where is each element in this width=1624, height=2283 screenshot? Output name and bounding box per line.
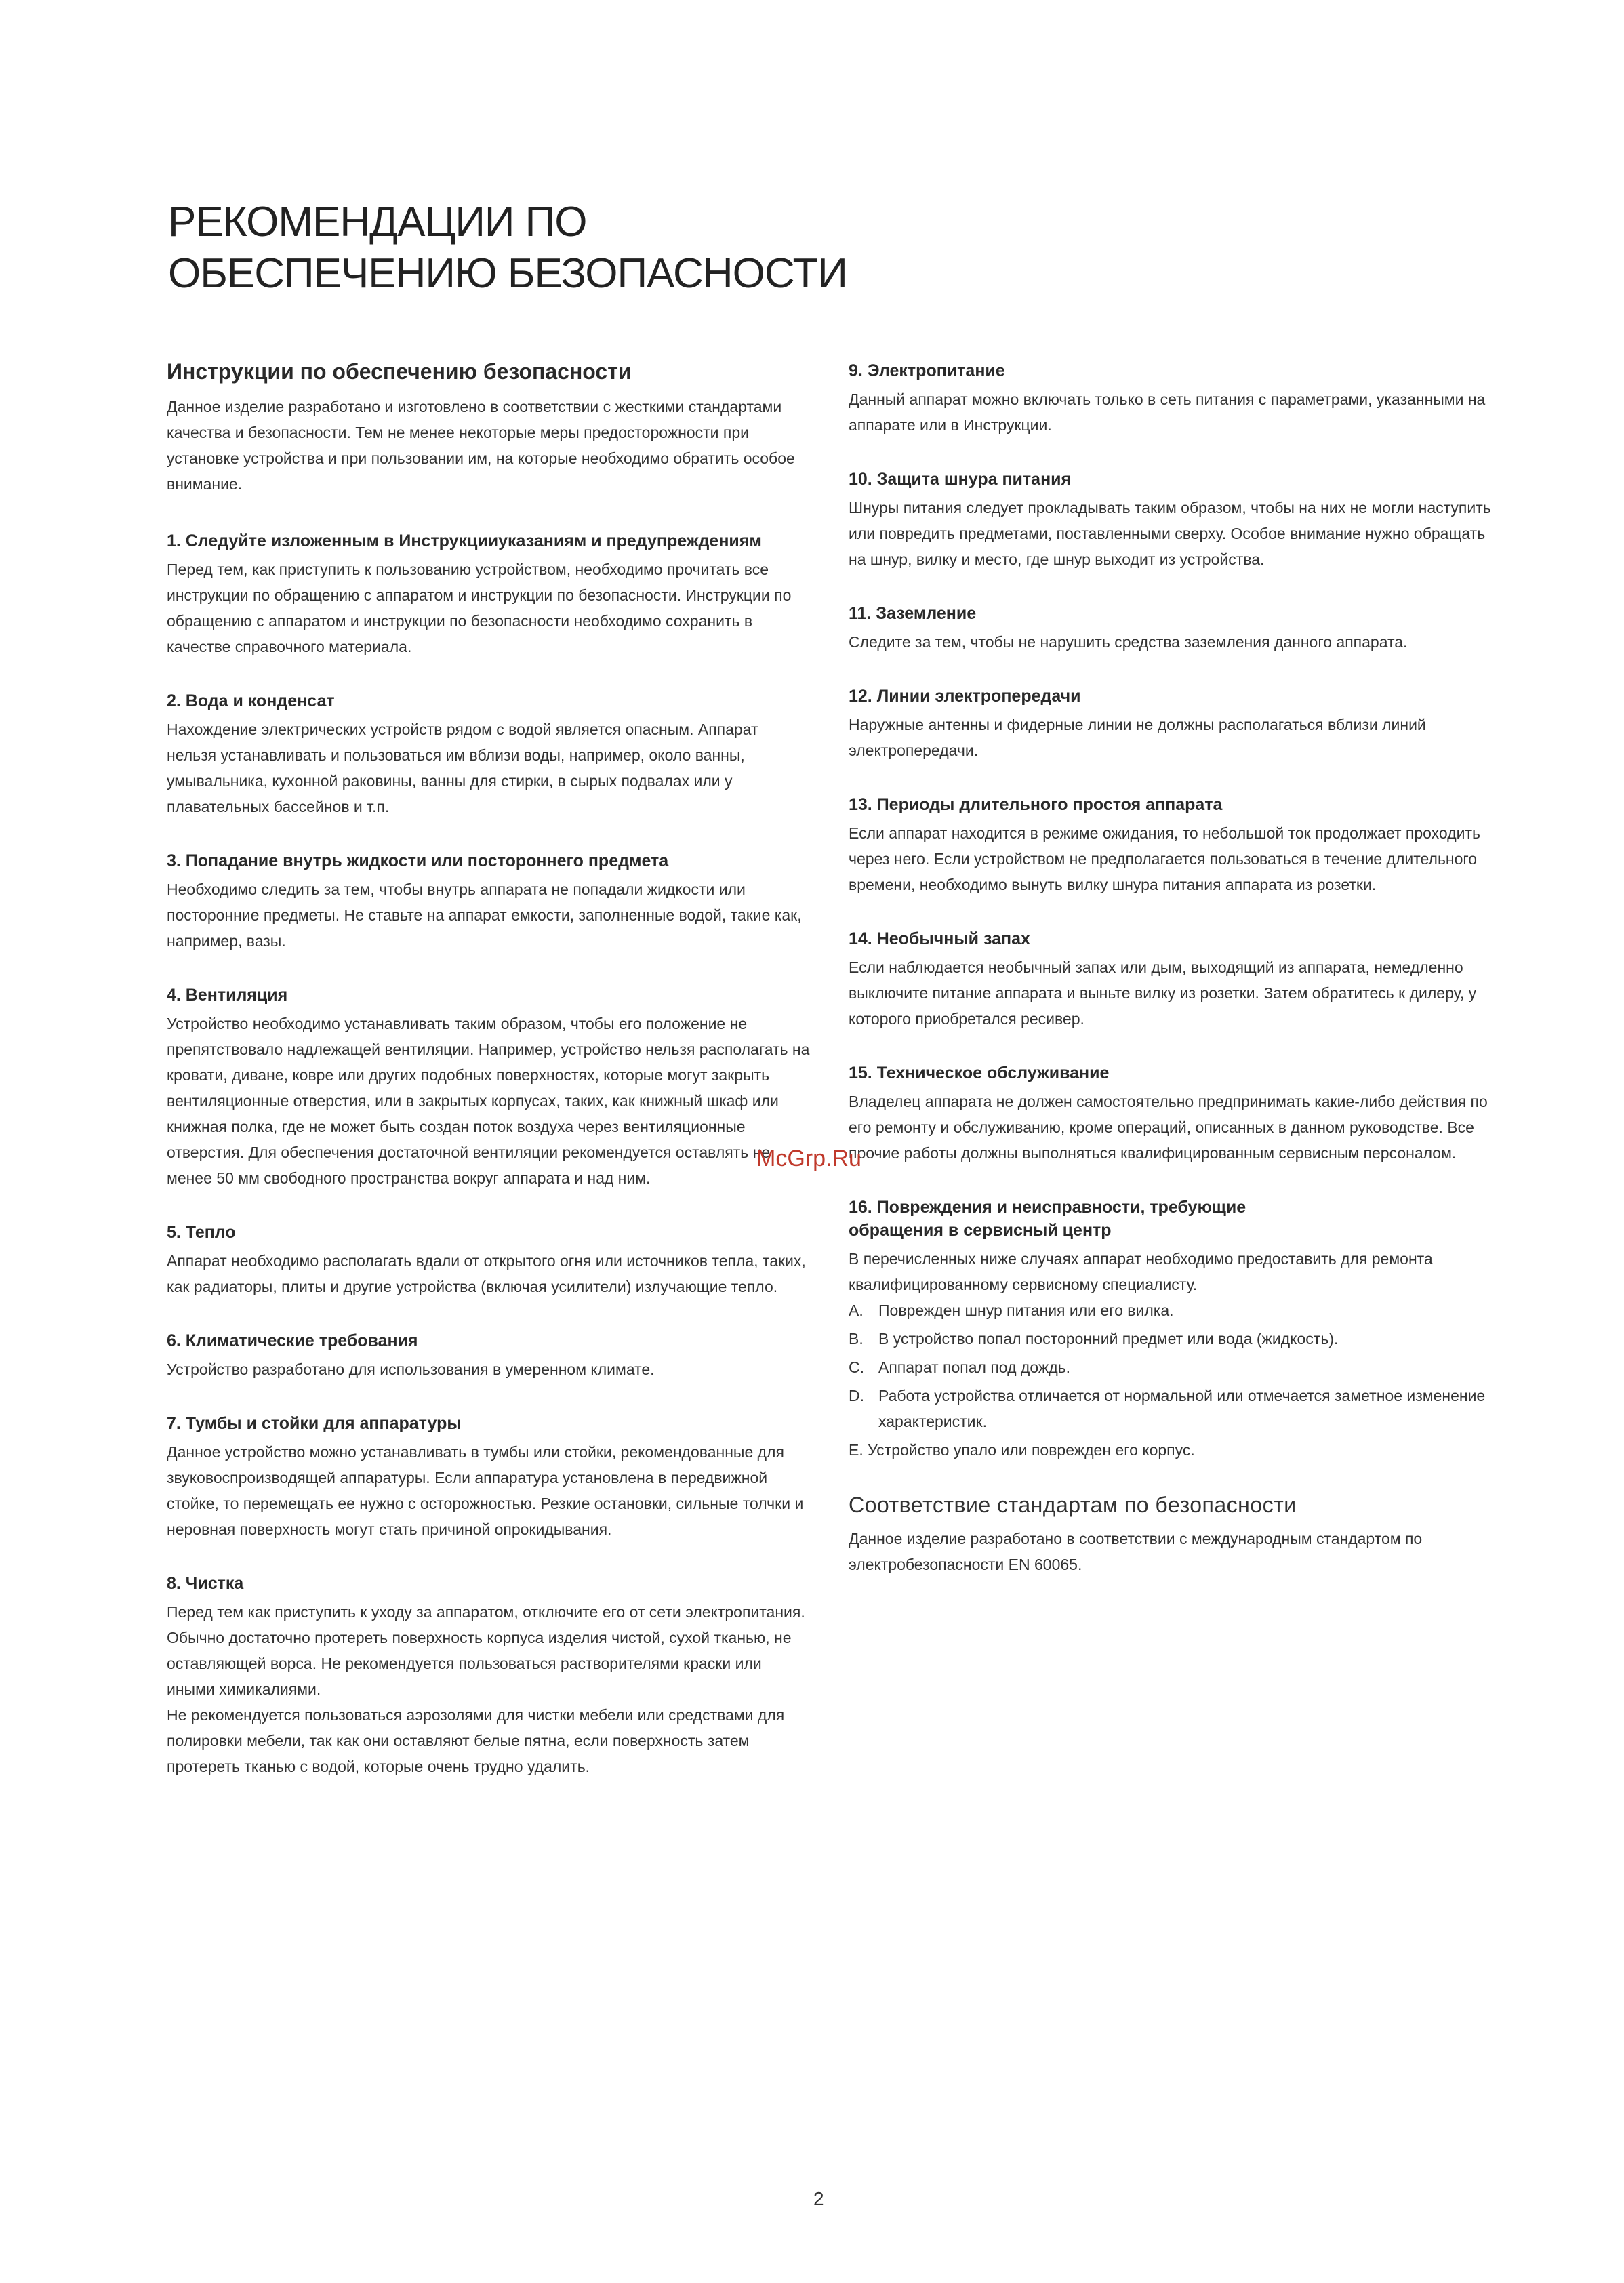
section-heading: 6. Климатические требования <box>167 1331 418 1350</box>
section-heading: 4. Вентиляция <box>167 986 288 1005</box>
list-item-text: Аппарат попал под дождь. <box>878 1358 1071 1376</box>
section-heading: 12. Линии электропередачи <box>849 687 1081 706</box>
list-item-letter: D. <box>849 1387 864 1405</box>
section-16 <box>849 1196 1493 1463</box>
section-6 <box>167 1329 811 1382</box>
section-text: Устройство необходимо устанавливать таким образом, чтобы его положение не препятствовало надлежащей вентиляции. Например, устройство нельзя располагать на кровати, диване, ковре или других подобных поверхностях, которые могут закрыть вентиляционные отверстия, или в закрытых корпусах, таких, как книжный шкаф или книжная полка, где не может быть создан поток воздуха через вентиляционные отверстия. Для обеспечения достаточной вентиляции рекомендуется оставлять не менее 50 мм свободного пространства вокруг аппарата и над ним. <box>167 1015 810 1187</box>
list-item-letter: C. <box>849 1358 864 1376</box>
section-heading: 15. Техническое обслуживание <box>849 1064 1110 1083</box>
list-item <box>849 1326 1493 1352</box>
section-text: В перечисленных ниже случаях аппарат необходимо предоставить для ремонта квалифицированному сервисному специалисту. <box>849 1250 1433 1293</box>
section-text: Владелец аппарата не должен самостоятельно предпринимать какие-либо действия по его ремонту и обслуживанию, кроме операций, описанных в данном руководстве. Все прочие работы должны выполняться квалифицированным сервисным персоналом. <box>849 1093 1488 1162</box>
section-5 <box>167 1221 811 1299</box>
section-14 <box>849 927 1493 1032</box>
compliance-text: Данное изделие разработано в соответствии с международным стандартом по электробезопасности EN 60065. <box>849 1530 1423 1573</box>
watermark: McGrp.Ru <box>756 1146 861 1171</box>
section-heading: 3. Попадание внутрь жидкости или постороннего предмета <box>167 851 669 870</box>
list-item-e: E. Устройство упало или поврежден его корпус. <box>849 1441 1195 1459</box>
section-text: Аппарат необходимо располагать вдали от открытого огня или источников тепла, таких, как радиаторы, плиты и другие устройства (включая усилители) излучающие тепло. <box>167 1252 806 1295</box>
section-2 <box>167 689 811 820</box>
list-item-text: Поврежден шнур питания или его вилка. <box>878 1301 1174 1319</box>
section-text: Устройство разработано для использования в умеренном климате. <box>167 1360 655 1378</box>
section-text: Наружные антенны и фидерные линии не должны располагаться вблизи линий электропередачи. <box>849 716 1426 759</box>
section-10 <box>849 468 1493 572</box>
section-3 <box>167 849 811 954</box>
section-text: Необходимо следить за тем, чтобы внутрь аппарата не попадали жидкости или посторонние предметы. Не ставьте на аппарат емкости, заполненные водой, такие как, например, вазы. <box>167 881 802 950</box>
section-13 <box>849 793 1493 897</box>
section-11 <box>849 602 1493 655</box>
section-heading: 5. Тепло <box>167 1223 236 1242</box>
list-item-letter: B. <box>849 1330 864 1348</box>
section-heading: 14. Необычный запах <box>849 929 1030 948</box>
section-heading: 7. Тумбы и стойки для аппаратуры <box>167 1414 462 1433</box>
title-line-1: РЕКОМЕНДАЦИИ ПО <box>168 199 587 245</box>
section-8 <box>167 1572 811 1779</box>
section-text: Следите за тем, чтобы не нарушить средства заземления данного аппарата. <box>849 633 1408 651</box>
list-item-letter: A. <box>849 1301 864 1319</box>
page-title <box>168 197 914 300</box>
section-text: Шнуры питания следует прокладывать таким образом, чтобы на них не могли наступить или повредить предметами, поставленными сверху. Особое внимание нужно обращать на шнур, вилку и место, где шнур выходит из устройства. <box>849 499 1491 568</box>
section-text: Данный аппарат можно включать только в сеть питания с параметрами, указанными на аппарате или в Инструкции. <box>849 390 1486 434</box>
list-item <box>849 1297 1493 1323</box>
section-1 <box>167 529 811 660</box>
list-item <box>849 1383 1493 1434</box>
title-line-2: ОБЕСПЕЧЕНИЮ БЕЗОПАСНОСТИ <box>168 250 847 297</box>
list-item-text: В устройство попал посторонний предмет или вода (жидкость). <box>878 1330 1339 1348</box>
section-heading-line-1: 16. Повреждения и неисправности, требующие <box>849 1198 1246 1217</box>
section-4 <box>167 984 811 1191</box>
section-heading: 11. Заземление <box>849 604 977 623</box>
section-12 <box>849 685 1493 763</box>
page-number: 2 <box>813 2188 824 2209</box>
instructions-intro <box>167 359 811 497</box>
right-column <box>849 359 1493 1607</box>
section-heading: 9. Электропитание <box>849 361 1005 380</box>
section-7 <box>167 1412 811 1542</box>
section-text: Перед тем как приступить к уходу за аппаратом, отключите его от сети электропитания. Обычно достаточно протереть поверхность корпуса изделия чистой, сухой тканью, не оставляющей ворса. Не рекомендуется пользоваться растворителями краски или иными химикалиями. <box>167 1603 805 1698</box>
section-text: Данное устройство можно устанавливать в тумбы или стойки, рекомендованные для звуковоспроизводящей аппаратуры. Если аппаратура установлена в передвижной стойке, то перемещать ее нужно с осторожностью. Резкие остановки, сильные толчки и неровная поверхность могут стать причиной опрокидывания. <box>167 1443 804 1538</box>
left-column <box>167 359 811 1809</box>
section-heading-line-2: обращения в сервисный центр <box>849 1221 1112 1240</box>
fault-list <box>849 1297 1493 1434</box>
section-heading: 13. Периоды длительного простоя аппарата <box>849 795 1223 814</box>
section-heading: 10. Защита шнура питания <box>849 470 1072 489</box>
compliance-section <box>849 1493 1493 1577</box>
section-text: Нахождение электрических устройств рядом с водой является опасным. Аппарат нельзя устанавливать и пользоваться им вблизи воды, например, около ванны, умывальника, кухонной раковины, ванны для стирки, в сырых подвалах или у плавательных бассейнов и т.п. <box>167 721 758 815</box>
section-heading: 2. Вода и конденсат <box>167 691 335 710</box>
instructions-text: Данное изделие разработано и изготовлено в соответствии с жесткими стандартами качества и безопасности. Тем не менее некоторые меры предосторожности при установке устройства и при пользовании им, на которые необходимо обратить особое внимание. <box>167 398 795 493</box>
section-15 <box>849 1062 1493 1166</box>
instructions-heading: Инструкции по обеспечению безопасности <box>167 359 632 384</box>
section-9 <box>849 359 1493 438</box>
section-text: Перед тем, как приступить к пользованию устройством, необходимо прочитать все инструкции по обращению с аппаратом и инструкции по безопасности. Инструкции по обращению с аппаратом и инструкции по безопасности необходимо сохранить в качестве справочного материала. <box>167 561 792 655</box>
section-heading: 1. Следуйте изложенным в Инструкцииуказаниям и предупреждениям <box>167 531 762 550</box>
section-text: Если аппарат находится в режиме ожидания, то небольшой ток продолжает проходить через него. Если устройством не предполагается пользоваться в течение длительного времени, необходимо вынуть вилку шнура питания аппарата из розетки. <box>849 824 1481 893</box>
section-heading: 8. Чистка <box>167 1574 244 1593</box>
compliance-heading: Соответствие стандартам по безопасности <box>849 1493 1297 1517</box>
section-text-2: Не рекомендуется пользоваться аэрозолями для чистки мебели или средствами для полировки мебели, так как они оставляют белые пятна, если поверхность затем протереть тканью с водой, которые очень трудно удалить. <box>167 1706 785 1775</box>
list-item-text: Работа устройства отличается от нормальной или отмечается заметное изменение характеристик. <box>878 1387 1486 1430</box>
list-item <box>849 1354 1493 1380</box>
section-text: Если наблюдается необычный запах или дым, выходящий из аппарата, немедленно выключите питание аппарата и выньте вилку из розетки. Затем обратитесь к дилеру, у которого приобретался ресивер. <box>849 958 1477 1028</box>
